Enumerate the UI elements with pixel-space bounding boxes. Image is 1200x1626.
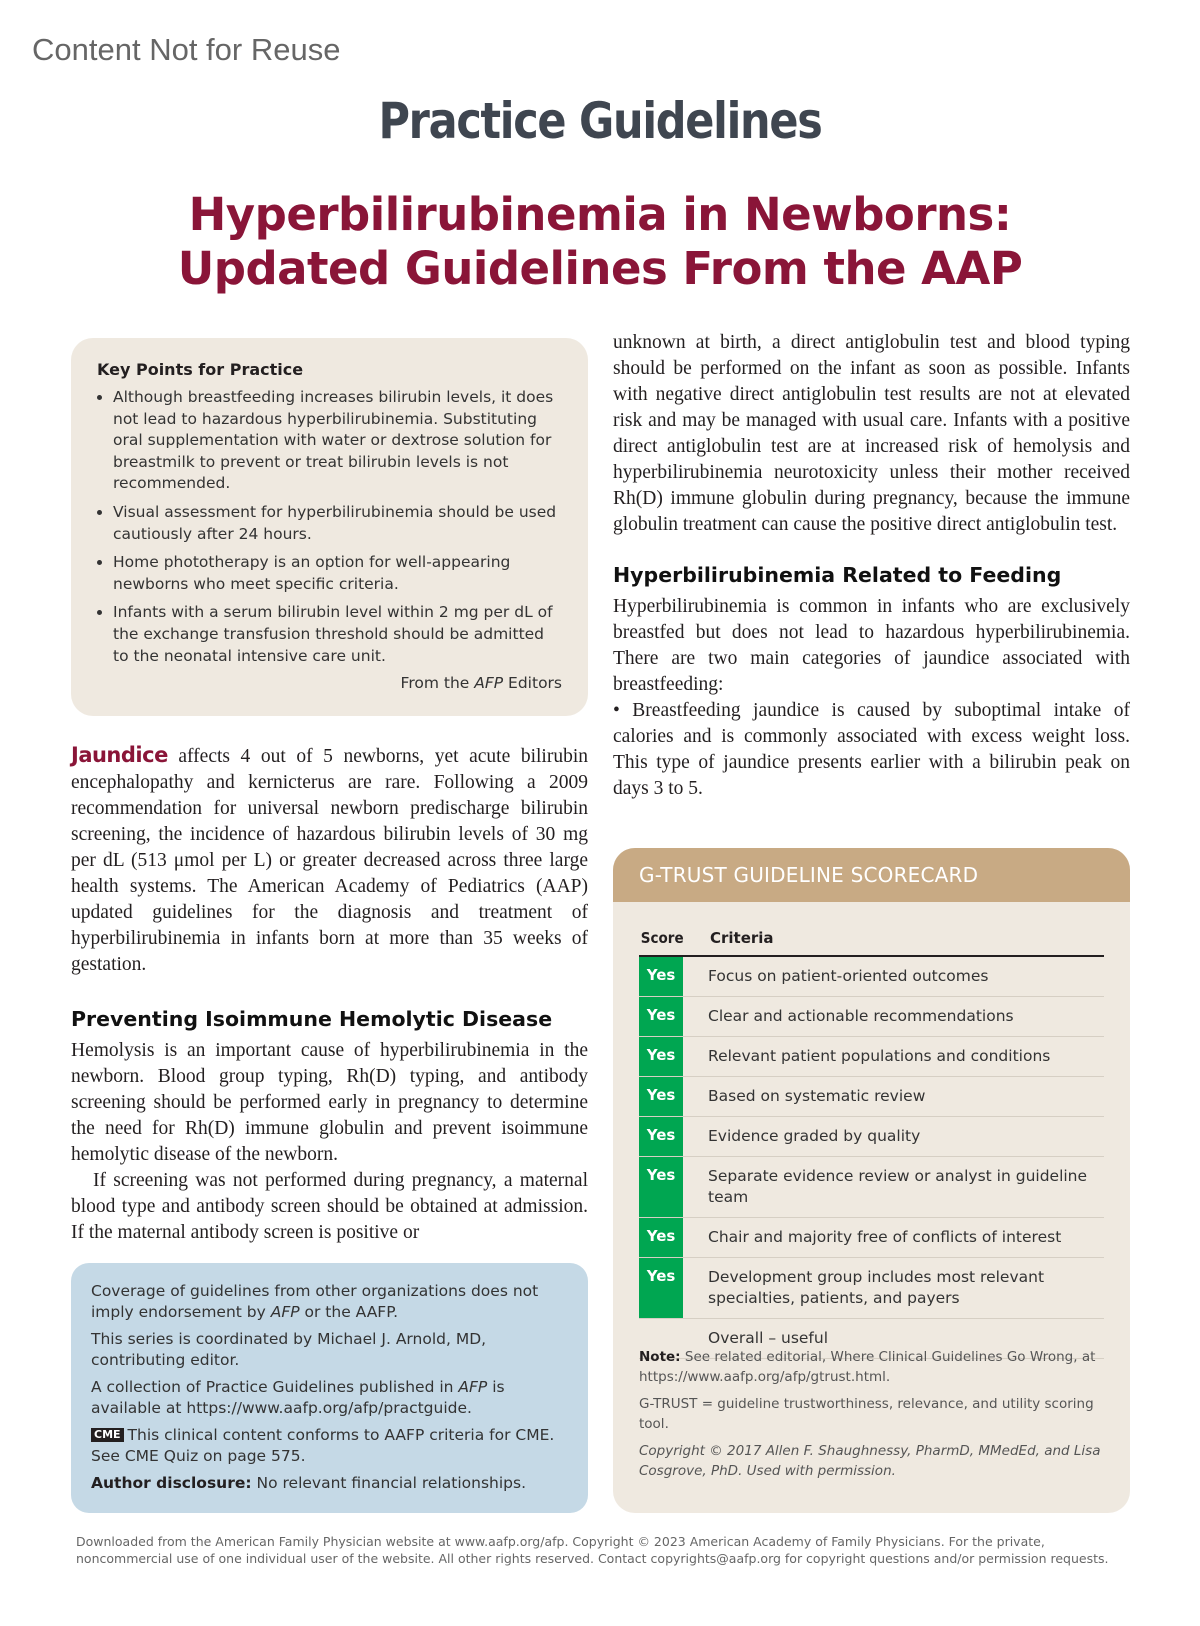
criteria-cell: Overall – useful <box>708 1329 829 1347</box>
table-row <box>639 997 1104 1037</box>
scorecard-rows <box>639 957 1104 1359</box>
source-journal: AFP <box>474 674 504 693</box>
key-points-source <box>97 674 562 692</box>
paragraph: unknown at birth, a direct antiglobulin test and blood typing should be performed on the infant as soon as possible. Infants with negative direct antiglobulin test results are not at elevated risk and may be managed with usual care. Infants with a positive direct antiglobulin test are at increased risk of hemolysis and hyperbilirubinemia neurotoxicity unless their mother received Rh(D) immune globulin during pregnancy, because the immune globulin treatment can cause the positive direct antiglobulin test. <box>613 332 1130 535</box>
cme-badge: CME <box>91 1428 124 1442</box>
key-points-list <box>97 387 562 667</box>
scorecard-table <box>639 921 1104 1359</box>
collection-note <box>91 1377 568 1419</box>
article-title-line-2: Updated Guidelines From the AAP <box>177 242 1023 295</box>
download-footer: Downloaded from the American Family Physician website at www.aafp.org/afp. Copyright © 2023 American Academy of Family Physicians. For the private, noncommercial use of one individual user of the website. All other rights reserved. Contact copyrights@aafp.org for copyright questions and/or permission requests. <box>76 1534 1109 1566</box>
note-journal: AFP <box>458 1378 488 1396</box>
key-point-item: • Home phototherapy is an option for well-appearing newborns who meet specific criteria. <box>113 552 562 595</box>
table-row <box>639 1258 1104 1319</box>
score-cell: Yes <box>639 997 683 1036</box>
source-prefix: From the <box>400 674 475 693</box>
scorecard-notes <box>639 1348 1104 1489</box>
key-point-item: • Infants with a serum bilirubin level within 2 mg per dL of the exchange transfusion threshold should be admitted to the neonatal intensive care unit. <box>113 602 562 667</box>
paragraph: Hemolysis is an important cause of hyperbilirubinemia in the newborn. Blood group typing, Rh(D) typing, and antibody screening should be performed early in pregnancy to determine the need for Rh(D) immune globulin and prevent isoimmune hemolytic disease of the newborn. <box>71 1040 588 1165</box>
subhead-feeding: Hyperbilirubinemia Related to Feeding <box>613 563 1062 587</box>
article-title-line-1: Hyperbilirubinemia in Newborns: <box>188 188 1012 241</box>
paragraph: If screening was not performed during pregnancy, a maternal blood type and antibody screen should be obtained at admission. If the maternal antibody screen is positive or <box>71 1170 588 1243</box>
cme-text: This clinical content conforms to AAFP criteria for CME. See CME Quiz on page 575. <box>91 1426 555 1465</box>
lead-word: Jaundice <box>71 743 168 767</box>
scorecard-header: G-TRUST GUIDELINE SCORECARD <box>613 848 1130 902</box>
table-row <box>639 1037 1104 1077</box>
column-header-criteria: Criteria <box>710 929 774 947</box>
series-note-box <box>71 1263 588 1513</box>
key-point-item: • Although breastfeeding increases bilirubin levels, it does not lead to hazardous hyperbilirubinemia. Substituting oral supplementation with water or dextrose solution for breastmilk to prevent or treat bilirubin levels is not recommended. <box>113 387 562 495</box>
coordinator-note: This series is coordinated by Michael J. Arnold, MD, contributing editor. <box>91 1330 487 1369</box>
disclosure-text: No relevant financial relationships. <box>251 1474 526 1492</box>
table-row <box>639 1157 1104 1218</box>
note-journal: AFP <box>270 1303 300 1321</box>
score-cell: Yes <box>639 1077 683 1116</box>
gtrust-scorecard <box>613 848 1130 1513</box>
watermark: Content Not for Reuse <box>32 32 341 67</box>
cme-note <box>91 1425 568 1467</box>
key-point-item: • Visual assessment for hyperbilirubinemia should be used cautiously after 24 hours. <box>113 502 562 545</box>
table-row <box>639 957 1104 997</box>
score-cell: Yes <box>639 1037 683 1076</box>
column-header-score: Score <box>640 929 684 947</box>
intro-text: affects 4 out of 5 newborns, yet acute bilirubin encephalopathy and kernicterus are rare. Following a 2009 recommendation for universal newborn predischarge bilirubin screening, the incidence of hazardous bilirubin levels of 30 mg per dL (513 μmol per L) or greater decreased across three large health systems. The American Academy of Pediatrics (AAP) updated guidelines for the diagnosis and treatment of hyperbilirubinemia in infants born at more than 35 weeks of gestation. <box>71 746 588 975</box>
section-title: Practice Guidelines <box>378 92 822 150</box>
disclosure-label: Author disclosure: <box>91 1474 252 1492</box>
criteria-cell: Evidence graded by quality <box>708 1127 921 1145</box>
criteria-cell: Separate evidence review or analyst in guideline team <box>708 1167 1088 1206</box>
score-cell: Yes <box>639 1157 683 1217</box>
score-cell: Yes <box>639 1258 683 1318</box>
key-points-title: Key Points for Practice <box>97 360 304 379</box>
endorsement-note <box>91 1281 568 1323</box>
criteria-cell: Development group includes most relevant specialties, patients, and payers <box>708 1268 1045 1307</box>
note-text: or the AAFP. <box>299 1303 399 1321</box>
criteria-cell: Chair and majority free of conflicts of interest <box>708 1228 1062 1246</box>
left-column <box>71 742 588 1246</box>
right-column <box>613 330 1130 802</box>
criteria-cell: Relevant patient populations and conditions <box>708 1047 1051 1065</box>
paragraph: Hyperbilirubinemia is common in infants who are exclusively breastfed but does not lead to hazardous hyperbilirubinemia. There are two main categories of jaundice associated with breastfeeding: <box>613 596 1130 695</box>
note-label: Note: <box>639 1349 681 1365</box>
scorecard-copyright <box>639 1442 1104 1481</box>
table-row <box>639 1218 1104 1258</box>
author-disclosure <box>91 1473 568 1494</box>
note-text: is available at https://www.aafp.org/afp/practguide. <box>91 1378 505 1417</box>
source-suffix: Editors <box>503 674 562 693</box>
criteria-cell: Clear and actionable recommendations <box>708 1007 1014 1025</box>
gtrust-definition: G-TRUST = guideline trustworthiness, relevance, and utility scoring tool. <box>639 1396 1094 1432</box>
criteria-cell: Based on systematic review <box>708 1087 926 1105</box>
intro-paragraph <box>71 742 588 978</box>
table-row <box>639 1117 1104 1157</box>
note-text: See related editorial, Where Clinical Guidelines Go Wrong, at https://www.aafp.org/afp/gtrust.html. <box>639 1349 1096 1385</box>
score-cell: Yes <box>639 957 683 996</box>
criteria-cell: Focus on patient-oriented outcomes <box>708 967 989 985</box>
note-text: Coverage of guidelines from other organizations does not imply endorsement by <box>91 1282 539 1321</box>
article-title <box>0 188 1200 296</box>
copyright-text: Copyright © 2017 Allen F. Shaughnessy, PharmD, MMedEd, and Lisa Cosgrove, PhD. Used with permission. <box>639 1443 1101 1479</box>
score-cell: Yes <box>639 1117 683 1156</box>
key-points-box <box>71 338 588 716</box>
note-text: A collection of Practice Guidelines published in <box>91 1378 459 1396</box>
subhead-isoimmune: Preventing Isoimmune Hemolytic Disease <box>71 1007 553 1031</box>
scorecard-table-header <box>639 921 1104 957</box>
scorecard-note <box>639 1348 1104 1387</box>
score-cell: Yes <box>639 1218 683 1257</box>
bullet-paragraph: • Breastfeeding jaundice is caused by suboptimal intake of calories and is commonly associated with excess weight loss. This type of jaundice presents earlier with a bilirubin peak on days 3 to 5. <box>613 700 1130 799</box>
table-row <box>639 1077 1104 1117</box>
